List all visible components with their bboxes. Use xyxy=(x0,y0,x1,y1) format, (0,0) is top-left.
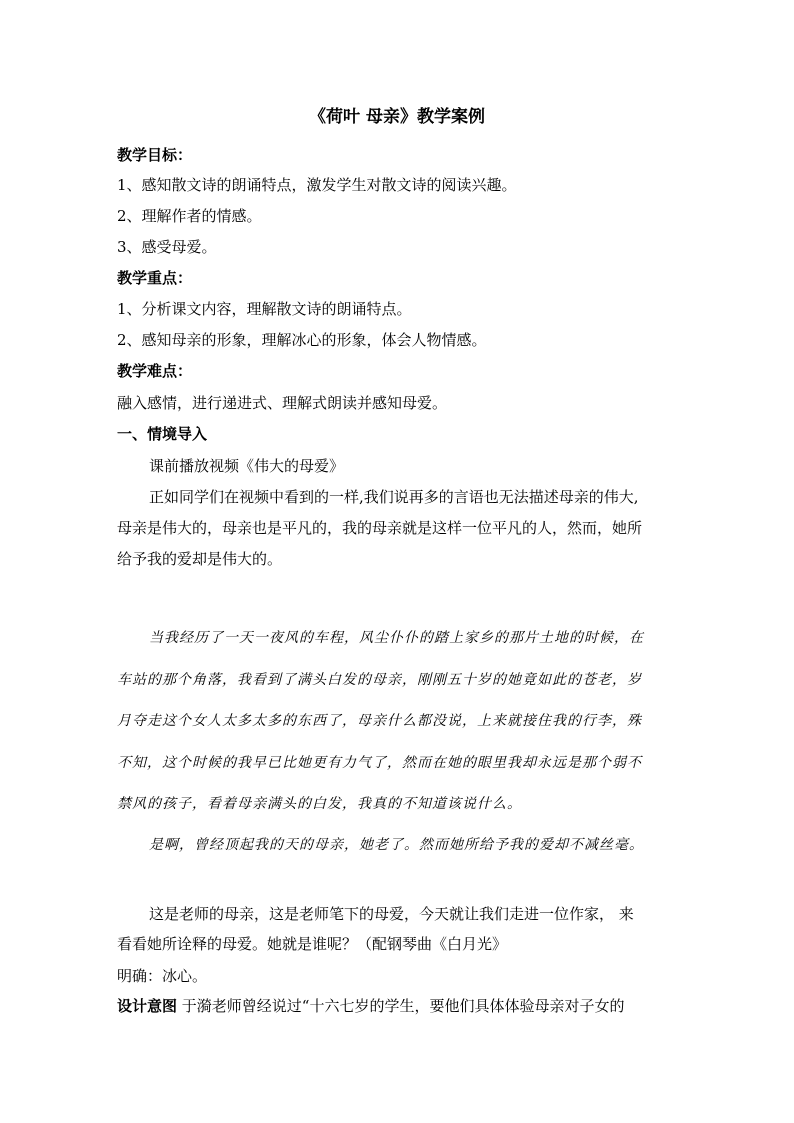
objective-item: 2、理解作者的情感。 xyxy=(117,207,262,225)
story-line: 不知，这个时候的我早已比她更有力气了，然而在她的眼里我却永远是那个弱不 xyxy=(117,755,642,771)
transition-line: 看看她所诠释的母爱。她就是谁呢？（配钢琴曲《白月光》 xyxy=(117,935,508,953)
objectives-heading: 教学目标： xyxy=(117,146,193,164)
document-title: 《荷叶 母亲》教学案例 xyxy=(309,107,485,127)
intro-paragraph-line: 正如同学们在视频中看到的一样,我们说再多的言语也无法描述母亲的伟大, xyxy=(149,488,639,506)
story-closing: 是啊，曾经顶起我的天的母亲，她老了。然而她所给予我的爱却不减丝毫。 xyxy=(149,837,644,853)
objective-item: 1、感知散文诗的朗诵特点，激发学生对散文诗的阅读兴趣。 xyxy=(117,176,517,194)
story-line: 月夺走这个女人太多太多的东西了，母亲什么都没说，上来就接住我的行李，殊 xyxy=(117,713,642,729)
key-points-heading: 教学重点： xyxy=(117,269,193,287)
story-line: 车站的那个角落，我看到了满头白发的母亲，刚刚五十岁的她竟如此的苍老，岁 xyxy=(117,672,642,688)
story-line: 禁风的孩子，看着母亲满头的白发，我真的不知道该说什么。 xyxy=(117,796,522,812)
difficulties-heading: 教学难点： xyxy=(117,362,193,380)
transition-line: 这是老师的母亲，这是老师笔下的母爱，今天就让我们走进一位作家， 来 xyxy=(149,905,634,923)
video-line: 课前播放视频《伟大的母爱》 xyxy=(149,457,345,475)
design-intent-label: 设计意图 xyxy=(117,997,178,1015)
objective-item: 3、感受母爱。 xyxy=(117,238,217,256)
design-intent-line xyxy=(117,996,624,1016)
intro-paragraph-line: 给予我的爱却是伟大的。 xyxy=(117,550,283,568)
key-point-item: 2、感知母亲的形象，理解冰心的形象，体会人物情感。 xyxy=(117,331,487,349)
section1-heading: 一、情境导入 xyxy=(117,425,208,443)
intro-paragraph-line: 母亲是伟大的，母亲也是平凡的，我的母亲就是这样一位平凡的人，然而，她所 xyxy=(117,519,643,537)
clarify-line: 明确：冰心。 xyxy=(117,967,208,985)
key-point-item: 1、分析课文内容，理解散文诗的朗诵特点。 xyxy=(117,300,412,318)
difficulties-text: 融入感情，进行递进式、理解式朗读并感知母爱。 xyxy=(117,394,448,412)
design-intent-text: 于漪老师曾经说过“十六七岁的学生，要他们具体体验母亲对子女的 xyxy=(177,997,625,1015)
story-line: 当我经历了一天一夜风的车程，风尘仆仆的踏上家乡的那片土地的时候，在 xyxy=(149,630,644,646)
